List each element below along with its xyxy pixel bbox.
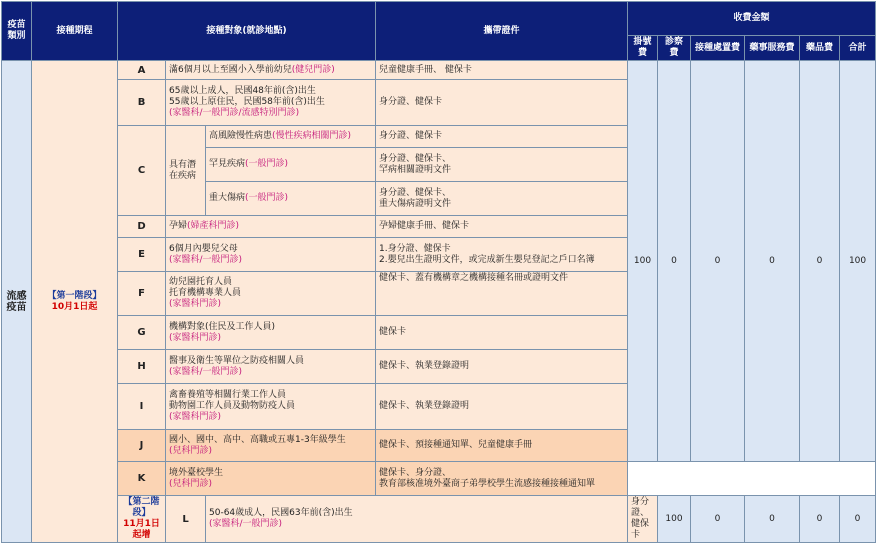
documents-cell: [376, 384, 628, 430]
stage-two-date: 11月1日起增: [123, 519, 160, 540]
documents-cell: [376, 126, 628, 148]
target-cell: [166, 430, 376, 462]
documents-text: 健保卡: [379, 327, 407, 337]
target-note: (健兒門診): [291, 64, 335, 75]
documents-text: 兒童健康手冊、 健保卡: [379, 64, 472, 75]
fee-consultation: 0: [658, 61, 691, 462]
documents-cell: [376, 61, 628, 80]
row-key: G: [118, 316, 166, 350]
fee-drug: 0: [800, 61, 840, 462]
target-text: 50-64歲成人，民國63年前(含)出生: [209, 508, 353, 518]
documents-text: 身分證、健保卡、: [379, 153, 452, 164]
target-text: 高風險慢性病患: [209, 131, 273, 141]
documents-text: 2.嬰兒出生證明文件，或完成新生嬰兒登記之戶口名簿: [379, 254, 595, 265]
target-text: 55歲以上原住民，民國58年前(含)出生: [169, 97, 325, 107]
target-note: (家醫科門診): [169, 299, 222, 309]
documents-cell: [376, 350, 628, 384]
target-cell: [166, 384, 376, 430]
stage-one-cell: [32, 61, 118, 543]
target-text: 孕婦: [169, 221, 188, 231]
documents-text: 健保卡、預接種通知單、兒童健康手冊: [379, 440, 533, 450]
stage-one-name: 【第一階段】: [47, 290, 102, 301]
fee-col-drug: 藥品費: [800, 36, 840, 61]
table-row: [2, 496, 876, 543]
target-note: (家醫科/一般門診/流感特別門診): [169, 108, 300, 118]
stage-two-cell: [118, 496, 166, 543]
documents-text: 身分證、健保卡: [379, 131, 443, 141]
target-text: 65歲以上成人，民國48年前(含)出生: [169, 86, 316, 96]
target-note: (家醫科/一般門診): [209, 519, 283, 529]
target-text: 國小、國中、高中、高職或五專1-3年級學生: [169, 434, 346, 445]
row-key: F: [118, 272, 166, 316]
header-schedule: 接種期程: [32, 2, 118, 61]
target-cell: [166, 272, 376, 316]
row-key: B: [118, 80, 166, 126]
row-key: D: [118, 216, 166, 238]
fee-total: 100: [840, 61, 876, 462]
documents-text: 身分證、健保卡: [379, 97, 443, 107]
vaccine-category-cell: 流感疫苗: [2, 61, 32, 543]
row-key: A: [118, 61, 166, 80]
fee-consultation: 0: [691, 496, 745, 543]
documents-text: 健保卡、執業登錄證明: [379, 361, 470, 371]
documents-text: 教育部核准境外臺商子弟學校學生流感接種接種通知單: [379, 478, 596, 489]
fee-col-pharmacy: 藥事服務費: [745, 36, 800, 61]
fee-injection: 0: [691, 61, 745, 462]
target-text: 境外臺校學生: [169, 467, 224, 478]
target-cell: [166, 316, 376, 350]
documents-cell: [628, 496, 658, 543]
chronic-label: 具有潛在疾病: [166, 126, 206, 216]
target-note: (家醫科/一般門診): [169, 366, 243, 377]
target-cell: [166, 462, 376, 496]
row-key: J: [118, 430, 166, 462]
fee-registration: 100: [628, 61, 658, 462]
target-note: (一般門診): [245, 193, 289, 203]
target-text: 禽畜養殖等相關行業工作人員: [169, 390, 287, 400]
documents-cell: [376, 462, 628, 496]
documents-text: 身分證、健保卡: [631, 497, 650, 540]
target-cell: [166, 238, 376, 272]
target-note: (一般門診): [245, 159, 289, 169]
target-note: (兒科門診): [169, 478, 213, 489]
target-note: (兒科門診): [169, 445, 213, 456]
row-key: I: [118, 384, 166, 430]
header-target: 接種對象(就診地點): [118, 2, 376, 61]
fee-drug: 0: [840, 496, 876, 543]
row-key: E: [118, 238, 166, 272]
row-key: K: [118, 462, 166, 496]
documents-text: 健保卡、蓋有機構章之機構接種名冊或證明文件: [379, 273, 569, 283]
documents-cell: [376, 316, 628, 350]
target-text: 動物園工作人員及動物防疫人員: [169, 401, 296, 411]
target-text: 醫事及衛生等單位之防疫相關人員: [169, 355, 305, 366]
target-note: (家醫科門診): [169, 332, 222, 343]
target-text: 罕見疾病: [209, 159, 246, 169]
fee-injection: 0: [745, 496, 800, 543]
target-cell: [206, 148, 376, 182]
header-fees: 收費金額: [628, 2, 876, 36]
documents-text: 身分證、健保卡、: [379, 187, 452, 198]
target-text: 重大傷病: [209, 193, 246, 203]
vaccine-fee-table: [1, 1, 876, 543]
documents-text: 健保卡、執業登錄證明: [379, 401, 470, 411]
target-note: (婦產科門診): [187, 221, 240, 231]
documents-text: 1.身分證、健保卡: [379, 243, 451, 254]
fee-registration: 100: [658, 496, 691, 543]
fee-col-total: 合計: [840, 36, 876, 61]
fee-col-injection: 接種處置費: [691, 36, 745, 61]
target-cell: [166, 350, 376, 384]
documents-cell: [376, 80, 628, 126]
target-cell: [166, 216, 376, 238]
documents-text: 重大傷病證明文件: [379, 198, 452, 209]
target-text: 幼兒園托育人員: [169, 277, 233, 287]
target-cell: [206, 496, 628, 543]
header-vaccine-category: 疫苗類別: [2, 2, 32, 61]
documents-cell: [376, 430, 628, 462]
fee-col-consultation: 診察費: [658, 36, 691, 61]
documents-cell: [376, 182, 628, 216]
row-key: H: [118, 350, 166, 384]
target-cell: [166, 80, 376, 126]
fee-pharmacy: 0: [745, 61, 800, 462]
documents-cell: [376, 216, 628, 238]
fee-col-registration: 掛號費: [628, 36, 658, 61]
documents-text: 孕婦健康手冊、健保卡: [379, 221, 470, 231]
documents-cell: [376, 148, 628, 182]
header-documents: 攜帶證件: [376, 2, 628, 61]
target-cell: [206, 182, 376, 216]
target-cell: [166, 61, 376, 80]
documents-cell: [376, 272, 628, 316]
row-key: C: [118, 126, 166, 216]
target-note: (家醫科門診): [169, 412, 222, 422]
target-text: 托育機構專業人員: [169, 288, 242, 298]
stage-two-name: 【第二階段】: [123, 497, 160, 518]
table-row: [2, 462, 876, 496]
stage-one-date: 10月1日起: [51, 301, 98, 312]
documents-text: 健保卡、身分證、: [379, 467, 452, 478]
target-note: (家醫科/一般門診): [169, 254, 243, 265]
target-note: (慢性疾病相關門診): [272, 131, 352, 141]
target-text: 6個月內嬰兒父母: [169, 243, 238, 254]
fee-pharmacy: 0: [800, 496, 840, 543]
documents-text: 罕病相關證明文件: [379, 164, 452, 175]
target-cell: [206, 126, 376, 148]
documents-cell: [376, 238, 628, 272]
target-text: 滿6個月以上至國小入學前幼兒: [169, 64, 292, 75]
table-row: [2, 61, 876, 80]
row-key: L: [166, 496, 206, 543]
target-text: 機構對象(住民及工作人員): [169, 321, 276, 332]
